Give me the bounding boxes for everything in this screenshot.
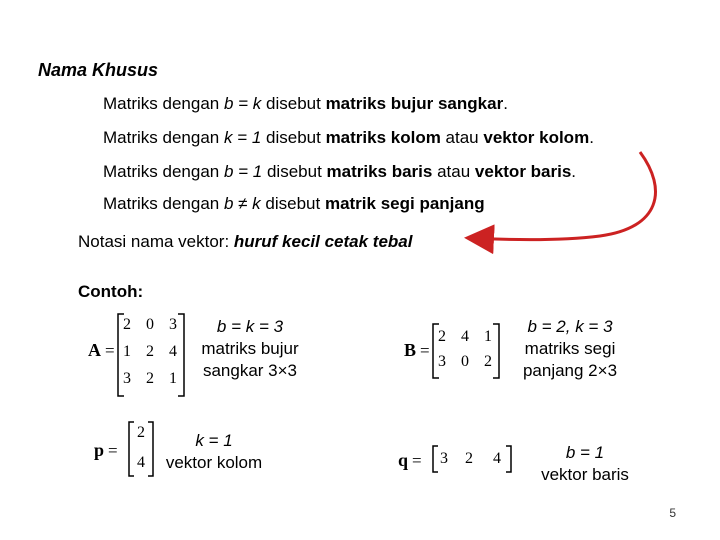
rule-suffix: . — [503, 94, 508, 113]
slide-title: Nama Khusus — [38, 60, 159, 80]
rule-mid: disebut — [261, 128, 326, 147]
vector-q-condition: b = 1 — [565, 443, 605, 462]
vector-q-label: q = — [398, 450, 422, 470]
matrix-a-desc1: matriks bujur — [201, 339, 299, 358]
notation-emphasis: huruf kecil cetak tebal — [233, 232, 413, 251]
rule-condition: b = 1 — [223, 162, 263, 181]
rule-prefix: Matriks dengan — [103, 162, 224, 181]
rule-and: atau — [440, 128, 484, 147]
examples-heading: Contoh: — [78, 282, 144, 301]
matrix-b-label: B = — [404, 340, 430, 360]
matrix-a-cell: 2 — [123, 316, 131, 333]
vector-q-cell: 3 — [440, 450, 448, 467]
page-number: 5 — [669, 506, 676, 520]
matrix-b-condition: b = 2, k = 3 — [527, 317, 613, 336]
matrix-a-cell: 2 — [146, 343, 154, 360]
rule-prefix: Matriks dengan — [103, 194, 224, 213]
matrix-b-cell: 2 — [438, 328, 446, 345]
rule-prefix: Matriks dengan — [103, 94, 224, 113]
matrix-a-caption — [190, 316, 310, 382]
matrix-a-cell: 1 — [123, 343, 131, 360]
matrix-a-cell: 3 — [123, 370, 131, 387]
vector-q-cell: 2 — [465, 450, 473, 467]
rule-condition: b = k — [223, 94, 262, 113]
matrix-b-cell: 3 — [438, 353, 446, 370]
vector-q-caption — [532, 442, 638, 486]
matrix-a-cell: 1 — [169, 370, 177, 387]
vector-p-cell: 4 — [137, 454, 145, 471]
vector-p-condition: k = 1 — [195, 431, 233, 450]
matrix-b-desc1: matriks segi — [524, 339, 616, 358]
vector-q-desc: vektor baris — [541, 465, 629, 484]
rule-term: matrik segi panjang — [324, 194, 485, 213]
rule-suffix: . — [589, 128, 594, 147]
rule-term-alt: vektor baris — [474, 162, 572, 181]
vector-q-cell: 4 — [493, 450, 501, 467]
matrix-a-cell: 4 — [169, 343, 177, 360]
matrix-b-cell: 0 — [461, 353, 469, 370]
matrix-a-label: A = — [88, 340, 115, 360]
rule-condition: b ≠ k — [223, 194, 261, 213]
rule-term-alt: vektor kolom — [483, 128, 590, 147]
rule-term: matriks kolom — [325, 128, 441, 147]
matrix-a-condition: b = k = 3 — [216, 317, 284, 336]
rule-mid: disebut — [260, 194, 325, 213]
vector-p-desc: vektor kolom — [165, 453, 263, 472]
matrix-a-cell: 3 — [169, 316, 177, 333]
notation-prefix: Notasi nama vektor: — [78, 232, 234, 251]
rule-term: matriks bujur sangkar — [325, 94, 504, 113]
matrix-a-cell: 2 — [146, 370, 154, 387]
rule-condition: k = 1 — [223, 128, 262, 147]
vector-p-label: p = — [94, 440, 118, 460]
matrix-b-cell: 2 — [484, 353, 492, 370]
rule-suffix: . — [571, 162, 577, 181]
matrix-a-cell: 0 — [146, 316, 154, 333]
matrix-a-desc2: sangkar 3×3 — [202, 361, 298, 380]
vector-p-cell: 2 — [137, 424, 145, 441]
matrix-b-cell: 1 — [484, 328, 492, 345]
rule-mid: disebut — [262, 162, 327, 181]
rule-and: atau — [432, 162, 475, 181]
vector-p-caption — [164, 430, 264, 474]
rule-prefix: Matriks dengan — [103, 128, 224, 147]
rule-term: matriks baris — [326, 162, 433, 181]
matrix-b-desc2: panjang 2×3 — [522, 361, 618, 380]
matrix-b-caption — [510, 316, 630, 382]
matrix-b-cell: 4 — [461, 328, 469, 345]
rule-mid: disebut — [261, 94, 326, 113]
